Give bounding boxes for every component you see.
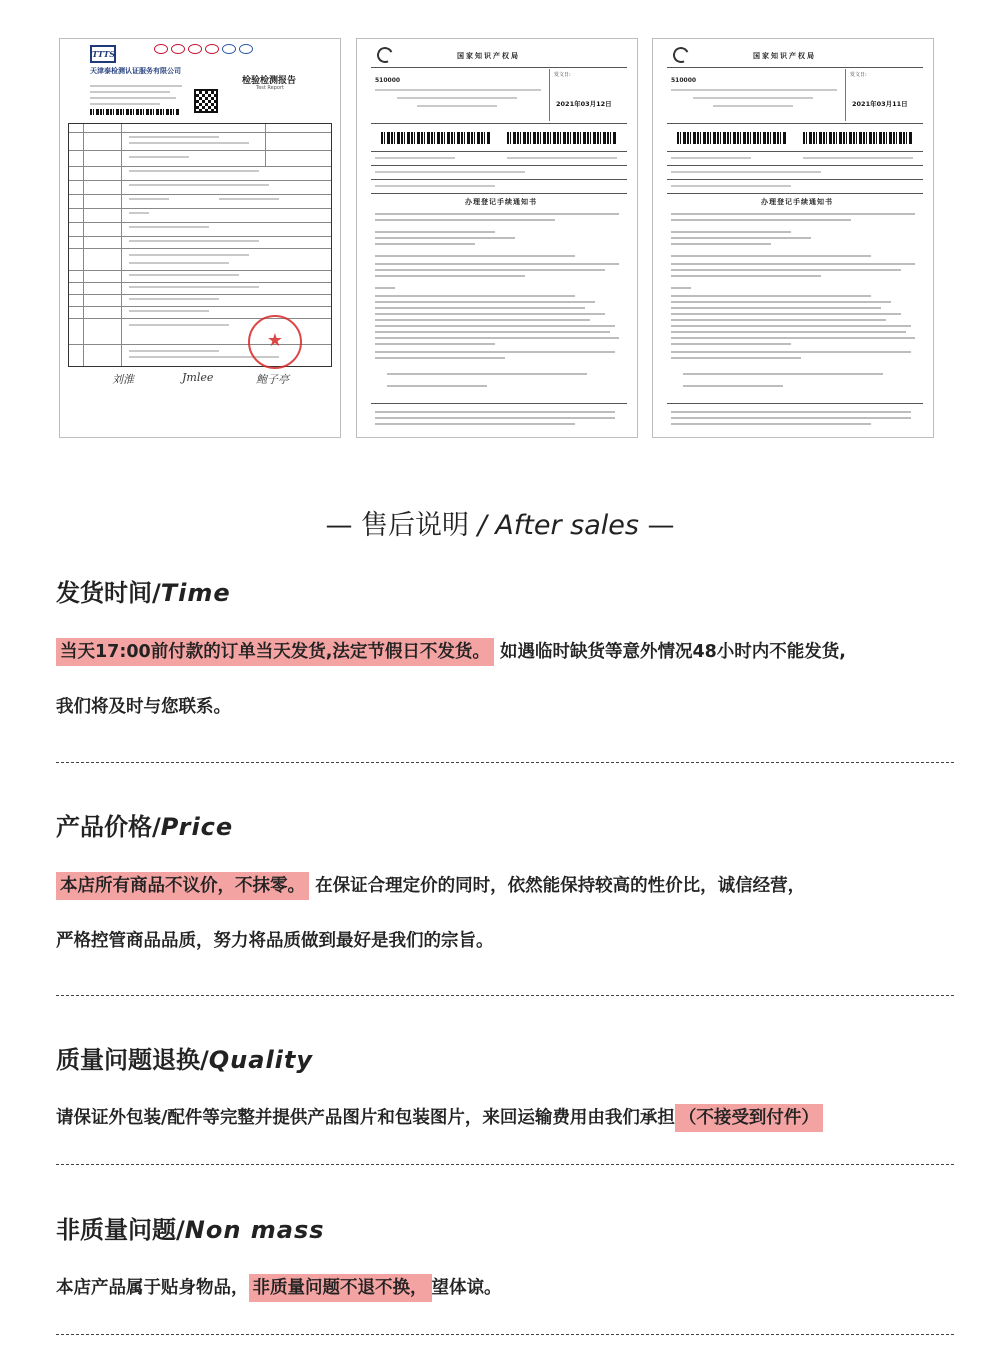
quality-line-1: 请保证外包装/配件等完整并提供产品图片和包装图片，来回运输费用由我们承担 （不接受到付件） [56,1104,823,1129]
zip-code: 510000 [375,77,401,84]
qr-code-icon [194,89,218,113]
non-mass-line-1: 本店产品属于贴身物品， 非质量问题不退不换， 望体谅。 [56,1274,502,1299]
cnipa-logo-icon [375,45,396,66]
authority-title: 国家知识产权局 [753,52,816,60]
time-highlight: 当天17:00前付款的订单当天发货,法定节假日不发货。 [56,638,494,666]
barcode-icon [90,109,180,115]
signature-3: 鲍子亭 [256,373,289,386]
barcode-icon [381,132,491,144]
section-title-time: 发货时间/Time [56,579,231,607]
official-stamp-icon: ★ [248,315,302,369]
patent-notice-1 [356,38,638,438]
price-highlight: 本店所有商品不议价，不抹零。 [56,872,309,900]
heading-cn: 售后说明 [361,510,470,541]
heading-en: After sales [495,510,639,541]
heading-dash-left: — [325,510,353,541]
zip-code: 510000 [671,77,697,84]
date-box [845,69,923,121]
tts-logo: TTTS [90,45,116,63]
price-line-2: 严格控管商品品质，努力将品质做到最好是我们的宗旨。 [56,931,494,951]
test-report-certificate [59,38,341,438]
time-line-1: 当天17:00前付款的订单当天发货,法定节假日不发货。 如遇临时缺货等意外情况48小时内不能发货, [56,638,846,663]
patent-notice-2 [652,38,934,438]
signature-2: Jmlee [182,371,214,384]
issue-date: 2021年03月11日 [852,100,908,108]
signature-1: 刘淮 [112,373,134,386]
after-sales-heading [0,503,1000,542]
date-box [549,69,627,121]
accreditation-seals [154,44,253,54]
non-mass-highlight: 非质量问题不退不换， [249,1274,432,1302]
barcode-icon [507,132,617,144]
section-title-quality: 质量问题退换/Quality [56,1046,314,1074]
report-subtitle: Test Report [256,85,285,91]
section-title-non-mass: 非质量问题/Non mass [56,1216,325,1244]
section-title-price: 产品价格/Price [56,813,234,841]
date-label: 发文日: [554,72,571,78]
divider [56,995,954,996]
heading-separator: / [469,510,496,541]
barcode-icon [677,132,787,144]
cnipa-logo-icon [671,45,692,66]
heading-dash-right: — [647,510,675,541]
report-title: 检验检测报告 [242,76,297,86]
divider [56,1164,954,1165]
authority-title: 国家知识产权局 [457,52,520,60]
notice-title: 办理登记手续通知书 [465,198,537,206]
notice-title: 办理登记手续通知书 [761,198,833,206]
time-line-2: 我们将及时与您联系。 [56,697,231,717]
price-line-1: 本店所有商品不议价，不抹零。 在保证合理定价的同时，依然能保持较高的性价比，诚信经营， [56,872,805,897]
tts-company-name: 天津泰检测认证服务有限公司 [90,67,181,75]
issue-date: 2021年03月12日 [556,100,612,108]
divider [56,762,954,763]
date-label: 发文日: [850,72,867,78]
quality-highlight: （不接受到付件） [675,1104,823,1132]
divider [56,1334,954,1335]
barcode-icon [803,132,913,144]
